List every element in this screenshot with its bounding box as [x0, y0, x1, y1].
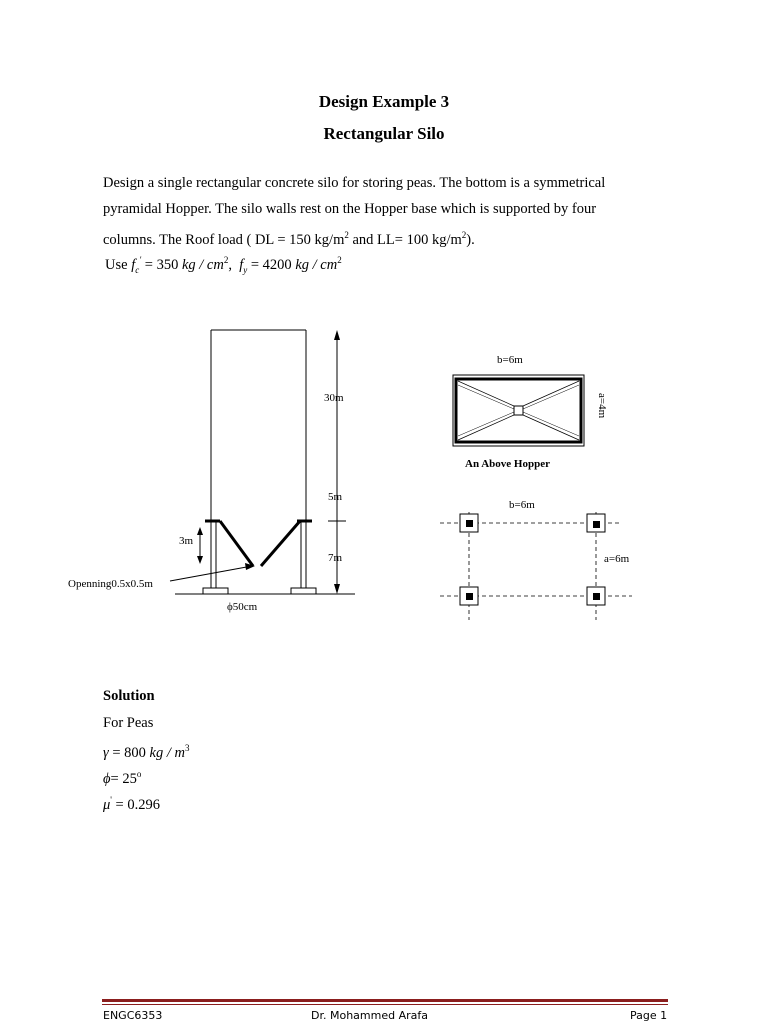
footer-page: Page 1 [630, 1009, 668, 1022]
sup-a: 2 [344, 230, 349, 240]
col-a-label: a=6m [604, 553, 630, 565]
hopper-plan [453, 375, 584, 446]
sup-b: 2 [461, 230, 467, 240]
fc-symbol: $f_c'$ [131, 255, 142, 275]
label-30m: 30m [324, 392, 344, 404]
label-opening: Openning0.5x0.5m [68, 578, 153, 590]
page-title: Design Example 3 [318, 92, 450, 111]
label-3m: 3m [179, 535, 194, 547]
use-line: Use $f_c' = 350$ kg / $cm^2$, $f_y = 4200$ kg / $cm^2$ [105, 255, 342, 275]
gamma-line: γ = 800 kg / $m^3$ [103, 743, 190, 761]
footer-rule-thick [102, 999, 668, 1002]
fy-unit: kg / cm [295, 256, 338, 273]
solution-heading: Solution [103, 688, 155, 704]
phi-line: $\phi= 25^o$ [103, 769, 142, 787]
intro-line-2: pyramidal Hopper. The silo walls rest on the Hopper base which is supported by four [103, 201, 597, 217]
intro-text-a: columns. The Roof load ( DL = 150 kg/m [103, 231, 345, 248]
fy-symbol: $f_y$ [239, 256, 248, 275]
intro-line-1: Design a single rectangular concrete silo for storing peas. The bottom is a symmetrical [103, 175, 606, 191]
footer-course: ENGC6353 [103, 1009, 163, 1022]
label-diameter: ϕ50cm [227, 601, 258, 613]
label-5m: 5m [328, 491, 343, 503]
footer-author: Dr. Mohammed Arafa [311, 1009, 428, 1022]
fy-value: = 4200 [250, 256, 292, 273]
plan-caption: An Above Hopper [465, 458, 550, 470]
mu-value: = 0.296 [115, 796, 160, 813]
gamma-unit: kg / m [149, 744, 185, 761]
phi-degree: o [136, 769, 142, 779]
footer-rule-thin [102, 1004, 668, 1005]
fc-exp: 2 [223, 255, 229, 265]
intro-text-b: and LL= 100 kg/m [348, 231, 462, 248]
phi-value: = 25 [110, 770, 137, 787]
mu-line: μ' = 0.296 [103, 795, 160, 813]
gamma-value: = 800 [112, 744, 146, 761]
plan-a-label: a=4m [596, 393, 608, 419]
use-label: Use [105, 256, 128, 273]
intro-text-c: ). [466, 231, 475, 248]
for-peas: For Peas [103, 715, 154, 731]
fc-value: = 350 [144, 256, 179, 273]
fc-unit: kg / cm [181, 256, 224, 273]
column-layout [440, 512, 632, 620]
fy-exp: 2 [337, 255, 342, 265]
plan-b-label: b=6m [497, 354, 523, 366]
page-subtitle: Rectangular Silo [323, 124, 445, 143]
label-7m: 7m [328, 552, 343, 564]
gamma-exp: 3 [184, 743, 190, 753]
col-b-label: b=6m [509, 499, 535, 511]
